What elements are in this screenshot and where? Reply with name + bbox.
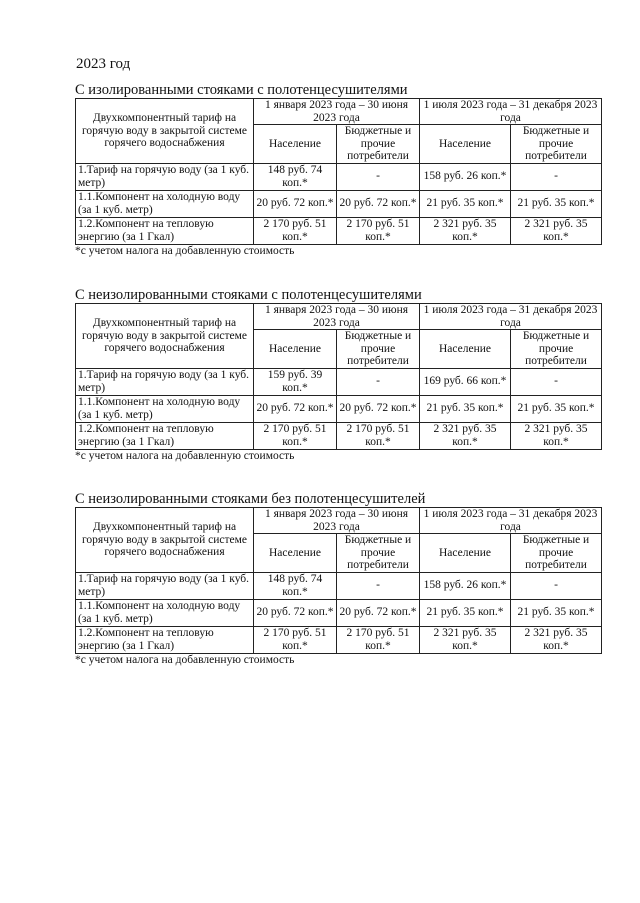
cell-value: - bbox=[337, 572, 420, 599]
cell-value: 2 321 руб. 35 коп.* bbox=[511, 422, 602, 449]
cell-value: 2 321 руб. 35 коп.* bbox=[420, 422, 511, 449]
period-header: 1 января 2023 года – 30 июня 2023 года bbox=[254, 99, 420, 125]
column-header: Население bbox=[420, 330, 511, 369]
column-header: Население bbox=[254, 534, 337, 573]
column-header: Население bbox=[254, 125, 337, 164]
table-row bbox=[76, 217, 602, 244]
column-header: Бюджетные и прочие потребители bbox=[337, 330, 420, 369]
table-row bbox=[76, 572, 602, 599]
table-corner-header: Двухкомпонентный тариф на горячую воду в закрытой системе горячего водоснабжения bbox=[76, 99, 254, 164]
tariff-table bbox=[75, 507, 602, 654]
table-corner-header: Двухкомпонентный тариф на горячую воду в закрытой системе горячего водоснабжения bbox=[76, 304, 254, 369]
cell-value: 21 руб. 35 коп.* bbox=[511, 599, 602, 626]
row-label: 1.2.Компонент на тепловую энергию (за 1 Гкал) bbox=[76, 217, 254, 244]
cell-value: 2 170 руб. 51 коп.* bbox=[254, 626, 337, 653]
cell-value: 159 руб. 39 коп.* bbox=[254, 368, 337, 395]
cell-value: 2 170 руб. 51 коп.* bbox=[337, 422, 420, 449]
cell-value: 2 321 руб. 35 коп.* bbox=[511, 217, 602, 244]
column-header: Население bbox=[420, 125, 511, 164]
cell-value: 20 руб. 72 коп.* bbox=[337, 190, 420, 217]
table-row bbox=[76, 163, 602, 190]
cell-value: 20 руб. 72 коп.* bbox=[254, 190, 337, 217]
tariff-section-2 bbox=[75, 287, 601, 463]
footnote: *с учетом налога на добавленную стоимость bbox=[75, 449, 295, 462]
tariff-section-1 bbox=[75, 82, 601, 258]
row-label: 1.Тариф на горячую воду (за 1 куб. метр) bbox=[76, 572, 254, 599]
table-row bbox=[76, 599, 602, 626]
row-label: 1.2.Компонент на тепловую энергию (за 1 Гкал) bbox=[76, 422, 254, 449]
tariff-table bbox=[75, 303, 602, 450]
table-row bbox=[76, 422, 602, 449]
cell-value: 2 170 руб. 51 коп.* bbox=[337, 626, 420, 653]
column-header: Бюджетные и прочие потребители bbox=[337, 125, 420, 164]
row-label: 1.Тариф на горячую воду (за 1 куб. метр) bbox=[76, 163, 254, 190]
column-header: Бюджетные и прочие потребители bbox=[337, 534, 420, 573]
row-label: 1.1.Компонент на холодную воду (за 1 куб. метр) bbox=[76, 395, 254, 422]
row-label: 1.1.Компонент на холодную воду (за 1 куб. метр) bbox=[76, 190, 254, 217]
tariff-table bbox=[75, 98, 602, 245]
cell-value: 21 руб. 35 коп.* bbox=[420, 190, 511, 217]
cell-value: 2 170 руб. 51 коп.* bbox=[254, 422, 337, 449]
cell-value: 158 руб. 26 коп.* bbox=[420, 163, 511, 190]
cell-value: 20 руб. 72 коп.* bbox=[337, 599, 420, 626]
section-title: С неизолированными стояками с полотенцесушителями bbox=[75, 287, 422, 303]
column-header: Население bbox=[254, 330, 337, 369]
section-title: С неизолированными стояками без полотенцесушителей bbox=[75, 491, 426, 507]
column-header: Бюджетные и прочие потребители bbox=[511, 330, 602, 369]
period-header: 1 января 2023 года – 30 июня 2023 года bbox=[254, 508, 420, 534]
cell-value: 148 руб. 74 коп.* bbox=[254, 163, 337, 190]
cell-value: 20 руб. 72 коп.* bbox=[337, 395, 420, 422]
cell-value: 169 руб. 66 коп.* bbox=[420, 368, 511, 395]
table-row bbox=[76, 626, 602, 653]
period-header: 1 июля 2023 года – 31 декабря 2023 года bbox=[420, 508, 602, 534]
cell-value: - bbox=[511, 572, 602, 599]
row-label: 1.Тариф на горячую воду (за 1 куб. метр) bbox=[76, 368, 254, 395]
cell-value: - bbox=[511, 368, 602, 395]
cell-value: 20 руб. 72 коп.* bbox=[254, 599, 337, 626]
cell-value: 158 руб. 26 коп.* bbox=[420, 572, 511, 599]
tariff-section-3 bbox=[75, 491, 601, 667]
cell-value: - bbox=[337, 163, 420, 190]
section-title: С изолированными стояками с полотенцесушителями bbox=[75, 82, 408, 98]
cell-value: 21 руб. 35 коп.* bbox=[511, 395, 602, 422]
cell-value: 2 321 руб. 35 коп.* bbox=[420, 626, 511, 653]
cell-value: - bbox=[337, 368, 420, 395]
year-heading: 2023 год bbox=[76, 56, 131, 72]
table-corner-header: Двухкомпонентный тариф на горячую воду в закрытой системе горячего водоснабжения bbox=[76, 508, 254, 573]
table-row bbox=[76, 395, 602, 422]
cell-value: 21 руб. 35 коп.* bbox=[511, 190, 602, 217]
column-header: Бюджетные и прочие потребители bbox=[511, 534, 602, 573]
cell-value: 2 170 руб. 51 коп.* bbox=[337, 217, 420, 244]
cell-value: 20 руб. 72 коп.* bbox=[254, 395, 337, 422]
cell-value: 2 321 руб. 35 коп.* bbox=[420, 217, 511, 244]
column-header: Бюджетные и прочие потребители bbox=[511, 125, 602, 164]
row-label: 1.1.Компонент на холодную воду (за 1 куб. метр) bbox=[76, 599, 254, 626]
cell-value: 2 170 руб. 51 коп.* bbox=[254, 217, 337, 244]
footnote: *с учетом налога на добавленную стоимость bbox=[75, 653, 295, 666]
cell-value: 148 руб. 74 коп.* bbox=[254, 572, 337, 599]
period-header: 1 июля 2023 года – 31 декабря 2023 года bbox=[420, 99, 602, 125]
table-row bbox=[76, 190, 602, 217]
cell-value: 2 321 руб. 35 коп.* bbox=[511, 626, 602, 653]
cell-value: 21 руб. 35 коп.* bbox=[420, 599, 511, 626]
cell-value: - bbox=[511, 163, 602, 190]
column-header: Население bbox=[420, 534, 511, 573]
table-row bbox=[76, 368, 602, 395]
footnote: *с учетом налога на добавленную стоимость bbox=[75, 244, 295, 257]
period-header: 1 июля 2023 года – 31 декабря 2023 года bbox=[420, 304, 602, 330]
cell-value: 21 руб. 35 коп.* bbox=[420, 395, 511, 422]
period-header: 1 января 2023 года – 30 июня 2023 года bbox=[254, 304, 420, 330]
row-label: 1.2.Компонент на тепловую энергию (за 1 Гкал) bbox=[76, 626, 254, 653]
